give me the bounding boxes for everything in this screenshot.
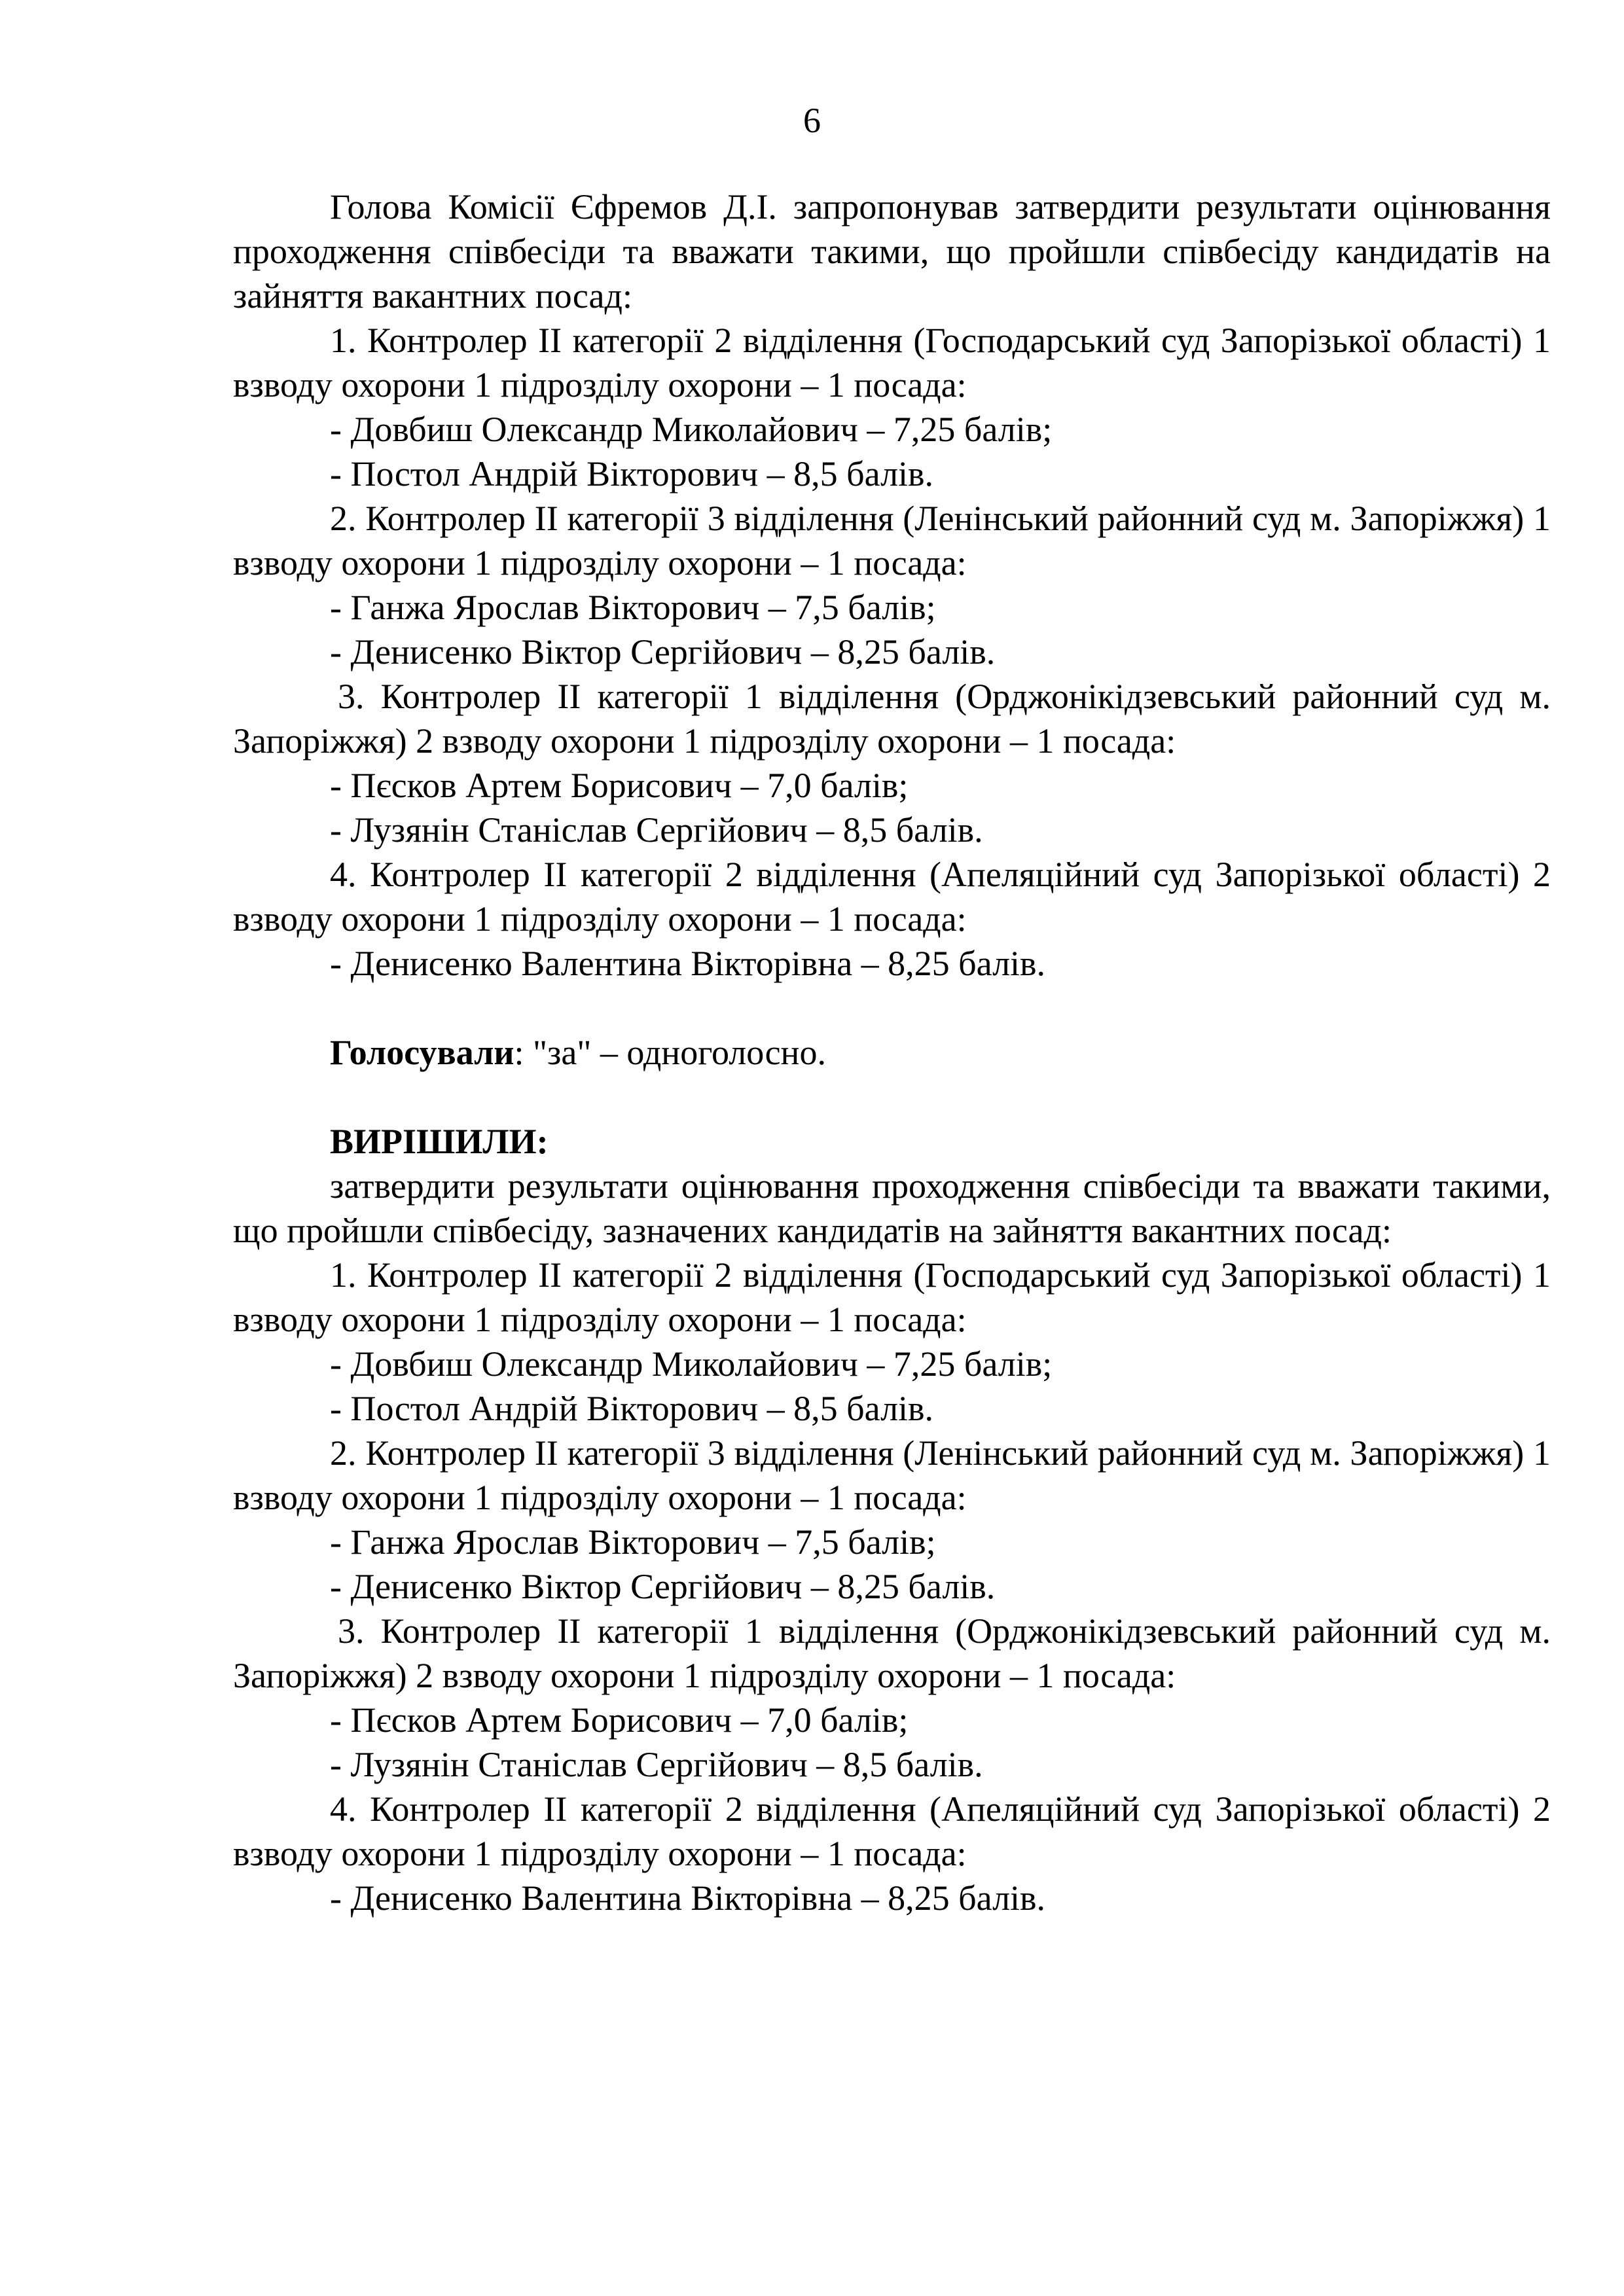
position-2: 2. Контролер ІІ категорії 3 відділення (Ленінський районний суд м. Запоріжжя) 1 взводу охорони 1 підрозділу охорони – 1 посада: xyxy=(233,1433,1551,1517)
vote-label: Голосували xyxy=(330,1033,514,1072)
candidate-entry: - Пєсков Артем Борисович – 7,0 балів; xyxy=(330,766,909,805)
position-1: 1. Контролер ІІ категорії 2 відділення (Господарський суд Запорізької області) 1 взводу охорони 1 підрозділу охорони – 1 посада: xyxy=(233,321,1551,404)
position-3: 3. Контролер ІІ категорії 1 відділення (Орджонікідзевський районний суд м. Запоріжжя) 2 взводу охорони 1 підрозділу охорони – 1 посада: xyxy=(233,677,1551,761)
candidate-entry: - Денисенко Валентина Вікторівна – 8,25 балів. xyxy=(330,944,1046,983)
decision-heading: ВИРІШИЛИ: xyxy=(330,1122,549,1161)
candidate-entry: - Денисенко Віктор Сергійович – 8,25 балів. xyxy=(330,1567,996,1606)
candidate-entry: - Лузянін Станіслав Сергійович – 8,5 балів. xyxy=(330,1745,983,1784)
position-2: 2. Контролер ІІ категорії 3 відділення (Ленінський районний суд м. Запоріжжя) 1 взводу охорони 1 підрозділу охорони – 1 посада: xyxy=(233,499,1551,583)
first-candidate-list xyxy=(233,318,1551,986)
intro-paragraph: Голова Комісії Єфремов Д.І. запропонував затвердити результати оцінювання проходження співбесіди та вважати такими, що пройшли співбесіду кандидатів на зайняття вакантних посад: xyxy=(233,187,1551,315)
position-4: 4. Контролер ІІ категорії 2 відділення (Апеляційний суд Запорізької області) 2 взводу охорони 1 підрозділу охорони – 1 посада: xyxy=(233,855,1551,939)
vote-line xyxy=(233,1030,1551,1075)
position-1: 1. Контролер ІІ категорії 2 відділення (Господарський суд Запорізької області) 1 взводу охорони 1 підрозділу охорони – 1 посада: xyxy=(233,1255,1551,1339)
candidate-entry: - Довбиш Олександр Миколайович – 7,25 балів; xyxy=(330,1344,1053,1384)
candidate-entry: - Постол Андрій Вікторович – 8,5 балів. xyxy=(330,454,934,493)
document-body xyxy=(233,185,1551,1920)
candidate-entry: - Постол Андрій Вікторович – 8,5 балів. xyxy=(330,1389,934,1428)
decision-paragraph: затвердити результати оцінювання проходження співбесіди та вважати такими, що пройшли співбесіду, зазначених кандидатів на зайняття вакантних посад: xyxy=(233,1166,1551,1250)
candidate-entry: - Лузянін Станіслав Сергійович – 8,5 балів. xyxy=(330,810,983,850)
second-candidate-list xyxy=(233,1253,1551,1920)
candidate-entry: - Денисенко Віктор Сергійович – 8,25 балів. xyxy=(330,632,996,672)
spacer xyxy=(233,1075,1551,1119)
position-4: 4. Контролер ІІ категорії 2 відділення (Апеляційний суд Запорізької області) 2 взводу охорони 1 підрозділу охорони – 1 посада: xyxy=(233,1789,1551,1873)
candidate-entry: - Ганжа Ярослав Вікторович – 7,5 балів; xyxy=(330,1522,936,1562)
candidate-entry: - Пєсков Артем Борисович – 7,0 балів; xyxy=(330,1700,909,1740)
page-number: 6 xyxy=(803,101,821,140)
position-3: 3. Контролер ІІ категорії 1 відділення (Орджонікідзевський районний суд м. Запоріжжя) 2 взводу охорони 1 підрозділу охорони – 1 посада: xyxy=(233,1611,1551,1695)
candidate-entry: - Довбиш Олександр Миколайович – 7,25 балів; xyxy=(330,410,1053,449)
vote-text: : "за" – одноголосно. xyxy=(514,1033,826,1072)
candidate-entry: - Ганжа Ярослав Вікторович – 7,5 балів; xyxy=(330,588,936,627)
spacer xyxy=(233,986,1551,1030)
candidate-entry: - Денисенко Валентина Вікторівна – 8,25 балів. xyxy=(330,1878,1046,1918)
